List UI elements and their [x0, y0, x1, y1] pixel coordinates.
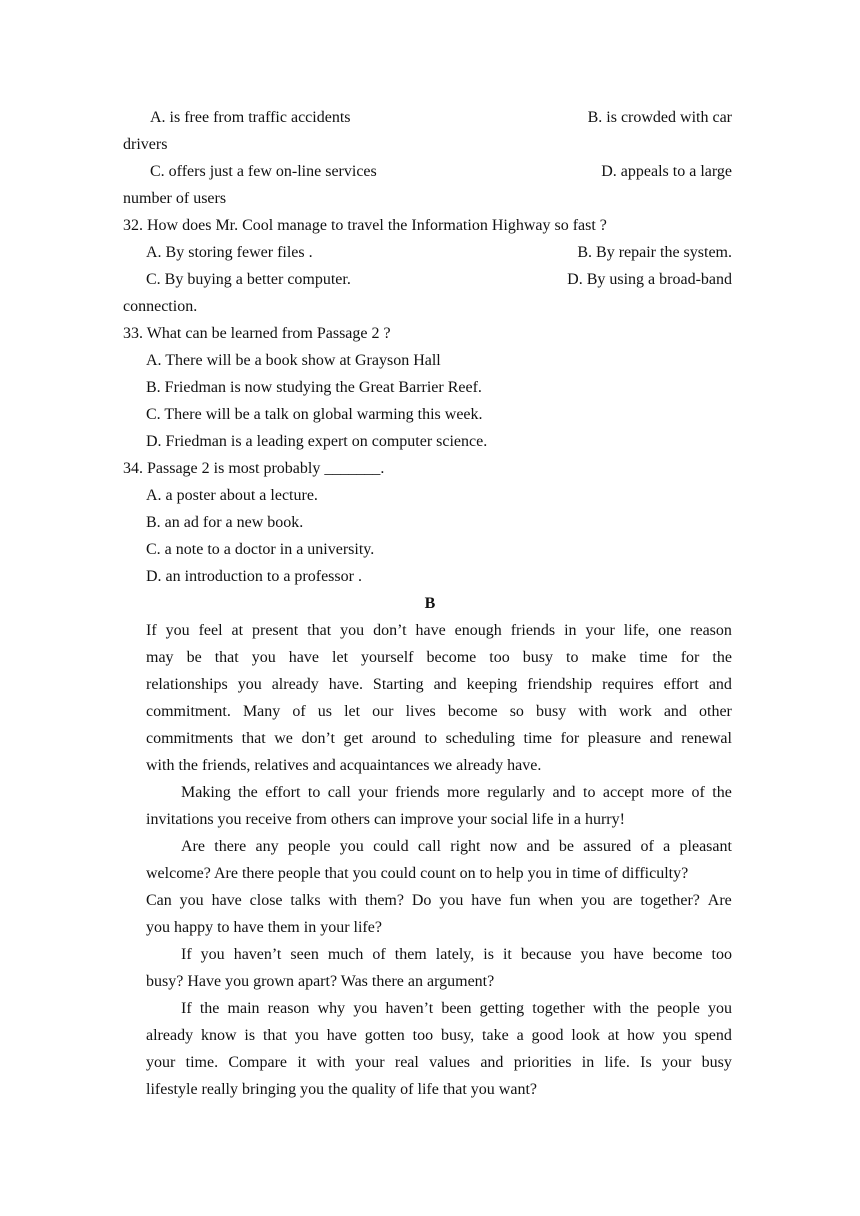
q33-option-b: B. Friedman is now studying the Great Barrier Reef. — [146, 379, 482, 396]
passage-p1-line-4: commitment. Many of us let our lives become so busy with work and other — [146, 703, 732, 720]
passage-p4-line-2: busy? Have you grown apart? Was there an argument? — [146, 973, 495, 990]
passage-p3-line-2: welcome? Are there people that you could count on to help you in time of difficulty? — [146, 865, 689, 882]
q34-option-d: D. an introduction to a professor . — [146, 568, 362, 585]
passage-p5-line-1: If the main reason why you haven’t been getting together with the people you — [181, 1000, 732, 1017]
q31-option-d-continuation: number of users — [123, 190, 227, 207]
passage-p1-line-3: relationships you already have. Starting and keeping friendship requires effort and — [146, 676, 732, 693]
q31-option-b: B. is crowded with car — [587, 109, 732, 126]
passage-p1-line-2: may be that you have let yourself become too busy to make time for the — [146, 649, 732, 666]
q32-option-d-continuation: connection. — [123, 298, 198, 315]
q32-option-a: A. By storing fewer files . — [146, 244, 313, 261]
passage-p5-line-3: your time. Compare it with your real values and priorities in life. Is your busy — [146, 1054, 732, 1071]
passage-p2-line-1: Making the effort to call your friends more regularly and to accept more of the — [181, 784, 732, 801]
q32-stem: 32. How does Mr. Cool manage to travel the Information Highway so fast ? — [123, 217, 607, 234]
q34-option-c: C. a note to a doctor in a university. — [146, 541, 375, 558]
section-heading: B — [424, 595, 436, 612]
passage-p1-line-6: with the friends, relatives and acquaintances we already have. — [146, 757, 542, 774]
q33-option-c: C. There will be a talk on global warming this week. — [146, 406, 483, 423]
passage-p5-line-2: already know is that you have gotten too busy, take a good look at how you spend — [146, 1027, 732, 1044]
q34-option-b: B. an ad for a new book. — [146, 514, 304, 531]
passage-p1-line-1: If you feel at present that you don’t have enough friends in your life, one reason — [146, 622, 732, 639]
q34-option-a: A. a poster about a lecture. — [146, 487, 318, 504]
q32-option-b: B. By repair the system. — [577, 244, 732, 261]
passage-p1-line-5: commitments that we don’t get around to scheduling time for pleasure and renewal — [146, 730, 732, 747]
passage-p3-line-4: you happy to have them in your life? — [146, 919, 382, 936]
q32-option-c: C. By buying a better computer. — [146, 271, 351, 288]
q31-option-c: C. offers just a few on-line services — [150, 163, 377, 180]
q31-option-b-continuation: drivers — [123, 136, 168, 153]
q31-option-d: D. appeals to a large — [601, 163, 732, 180]
passage-p4-line-1: If you haven’t seen much of them lately, is it because you have become too — [181, 946, 732, 963]
q32-option-d: D. By using a broad-band — [567, 271, 732, 288]
q33-option-a: A. There will be a book show at Grayson Hall — [146, 352, 441, 369]
passage-p3-line-1: Are there any people you could call right now and be assured of a pleasant — [181, 838, 732, 855]
q33-stem: 33. What can be learned from Passage 2 ? — [123, 325, 391, 342]
passage-p2-line-2: invitations you receive from others can improve your social life in a hurry! — [146, 811, 625, 828]
q34-stem: 34. Passage 2 is most probably _______. — [123, 460, 385, 477]
passage-p3-line-3: Can you have close talks with them? Do you have fun when you are together? Are — [146, 892, 732, 909]
q33-option-d: D. Friedman is a leading expert on computer science. — [146, 433, 488, 450]
passage-p5-line-4: lifestyle really bringing you the quality of life that you want? — [146, 1081, 538, 1098]
q31-option-a: A. is free from traffic accidents — [150, 109, 351, 126]
